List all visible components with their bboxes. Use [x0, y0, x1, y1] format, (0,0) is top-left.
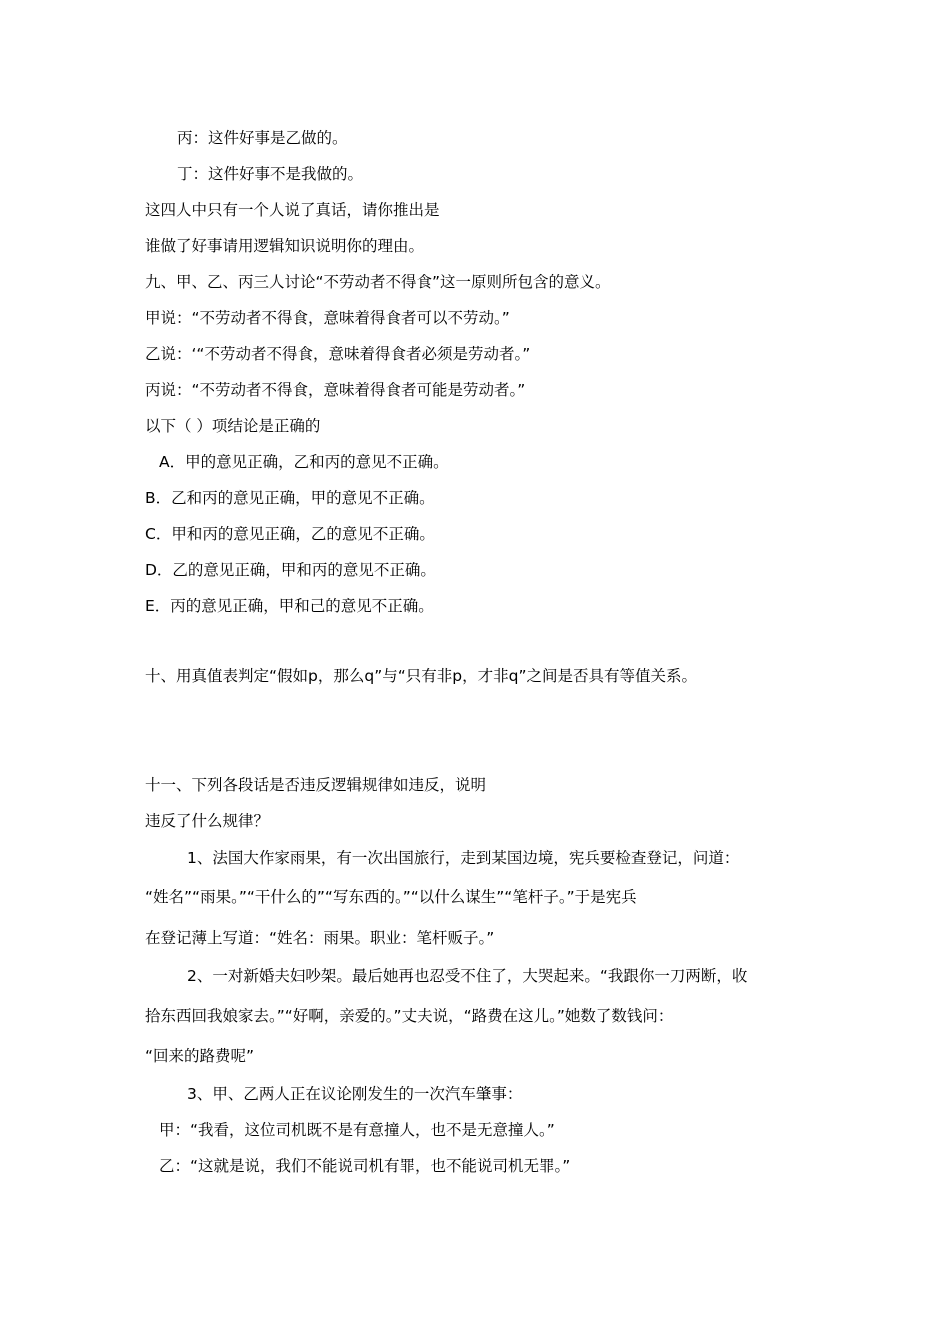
- text-line: 1、法国大作家雨果，有一次出国旅行，走到某国边境，宪兵要检查登记，问道：: [187, 849, 740, 867]
- text-line: “姓名”“雨果。”“干什么的”“写东西的。”“以什么谋生”“笔杆子。”于是宪兵: [145, 888, 637, 906]
- question-heading: 九、甲、乙、丙三人讨论“不劳动者不得食”这一原则所包含的意义。: [145, 273, 611, 291]
- text-line: 谁做了好事请用逻辑知识说明你的理由。: [145, 237, 425, 255]
- option-b: B．乙和丙的意见正确，甲的意见不正确。: [145, 489, 435, 507]
- text-line: 丙：这件好事是乙做的。: [177, 129, 348, 147]
- text-line: 丙说：“不劳动者不得食，意味着得食者可能是劳动者。”: [145, 381, 526, 399]
- text-line: 2、一对新婚夫妇吵架。最后她再也忍受不住了，大哭起来。“我跟你一刀两断，收: [187, 967, 748, 985]
- text-line: 甲：“我看，这位司机既不是有意撞人，也不是无意撞人。”: [159, 1121, 555, 1139]
- text-line: 乙：“这就是说，我们不能说司机有罪，也不能说司机无罪。”: [159, 1157, 571, 1175]
- text-line: 甲说：“不劳动者不得食，意味着得食者可以不劳动。”: [145, 309, 510, 327]
- text-line: 以下（ ）项结论是正确的: [145, 417, 321, 435]
- text-line: 这四人中只有一个人说了真话，请你推出是: [145, 201, 440, 219]
- text-line: 拾东西回我娘家去。”“好啊，亲爱的。”丈夫说，“路费在这儿。”她数了数钱问：: [145, 1007, 674, 1025]
- option-d: D．乙的意见正确，甲和丙的意见不正确。: [145, 561, 436, 579]
- option-c: C．甲和丙的意见正确，乙的意见不正确。: [145, 525, 435, 543]
- option-e: E．丙的意见正确，甲和己的意见不正确。: [145, 597, 434, 615]
- text-line: “回来的路费呢”: [145, 1047, 255, 1065]
- question-heading: 十一、下列各段话是否违反逻辑规律如违反，说明: [145, 776, 487, 794]
- question-heading: 十、用真值表判定“假如p，那么q”与“只有非p，才非q”之间是否具有等值关系。: [145, 667, 697, 685]
- text-line: 乙说：‘“不劳动者不得食，意味着得食者必须是劳动者。”: [145, 345, 531, 363]
- text-line: 在登记薄上写道：“姓名：雨果。职业：笔杆贩子。”: [145, 929, 495, 947]
- text-line: 丁：这件好事不是我做的。: [177, 165, 364, 183]
- text-line: 3、甲、乙两人正在议论刚发生的一次汽车肇事：: [187, 1085, 523, 1103]
- text-line: 违反了什么规律？: [145, 812, 270, 830]
- option-a: A．甲的意见正确，乙和丙的意见不正确。: [159, 453, 449, 471]
